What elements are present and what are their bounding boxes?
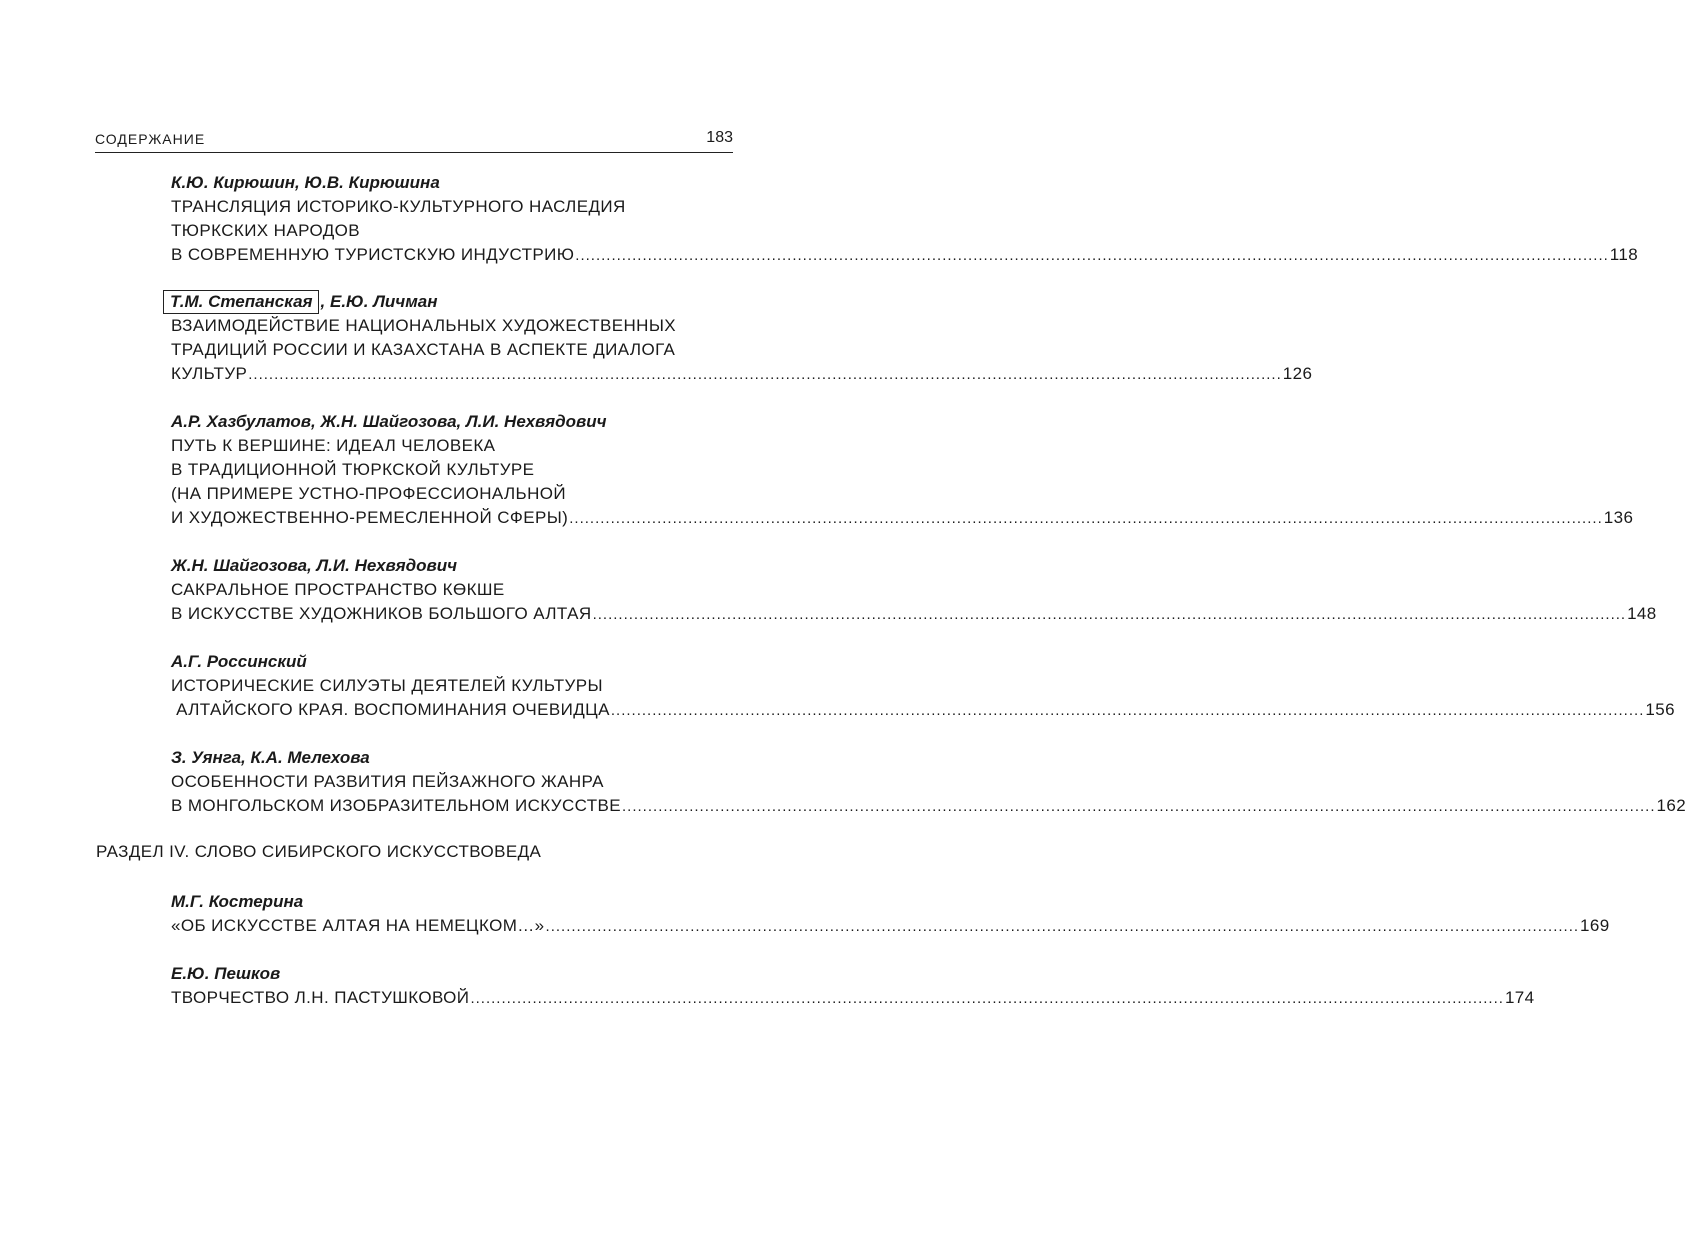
page-number: 183 [706, 129, 733, 146]
entry-page: 174 [1504, 988, 1535, 1007]
entry-page: 136 [1603, 508, 1634, 527]
entry-authors: Ж.Н. Шайгозова, Л.И. Нехвядович [171, 556, 458, 575]
entry-title-last-line [171, 986, 1535, 1010]
header-title: СОДЕРЖАНИЕ [95, 131, 206, 147]
entry-title-text: И ХУДОЖЕСТВЕННО-РЕМЕСЛЕННОЙ СФЕРЫ) [171, 508, 569, 527]
leader-dots: ........................................................................................................................................................................................................ [470, 990, 1504, 1007]
entry-page: 169 [1580, 916, 1610, 935]
entry-authors: М.Г. Костерина [171, 892, 304, 911]
entry-title-text: АЛТАЙСКОГО КРАЯ. ВОСПОМИНАНИЯ ОЧЕВИДЦА [171, 700, 610, 719]
entry-title-last-line [171, 602, 1657, 626]
toc-entry [171, 650, 1675, 722]
toc-entry [171, 890, 1610, 938]
toc-entry [171, 171, 1639, 267]
entry-title-line: САКРАЛЬНОЕ ПРОСТРАНСТВО КӨКШЕ [171, 580, 505, 599]
toc-entry [171, 410, 1634, 530]
toc-entry [171, 962, 1535, 1010]
entry-authors: А.Р. Хазбулатов, Ж.Н. Шайгозова, Л.И. Нехвядович [171, 412, 607, 431]
leader-dots: ........................................................................................................................................................................................................ [610, 702, 1645, 719]
section-heading: РАЗДЕЛ IV. СЛОВО СИБИРСКОГО ИСКУССТВОВЕДА [96, 842, 542, 861]
leader-dots: ........................................................................................................................................................................................................ [248, 366, 1282, 383]
leader-dots: ........................................................................................................................................................................................................ [545, 918, 1580, 935]
entry-page: 156 [1645, 700, 1675, 719]
entry-title-line: ТРАНСЛЯЦИЯ ИСТОРИКО-КУЛЬТУРНОГО НАСЛЕДИЯ [171, 197, 626, 216]
running-header [95, 128, 733, 153]
entry-title-text: ТВОРЧЕСТВО Л.Н. ПАСТУШКОВОЙ [171, 988, 470, 1007]
toc-entry [170, 290, 1313, 386]
entry-page: 126 [1282, 364, 1313, 383]
highlighted-author: Т.М. Степанская [163, 290, 319, 314]
entry-title-text: КУЛЬТУР [171, 364, 248, 383]
toc-entry [171, 746, 1686, 818]
entry-title-last-line [171, 362, 1313, 386]
entry-authors: К.Ю. Кирюшин, Ю.В. Кирюшина [171, 173, 440, 192]
entry-title-line: В ТРАДИЦИОННОЙ ТЮРКСКОЙ КУЛЬТУРЕ [171, 460, 535, 479]
entry-title-text: В ИСКУССТВЕ ХУДОЖНИКОВ БОЛЬШОГО АЛТАЯ [171, 604, 592, 623]
entry-authors-rest: , Е.Ю. Личман [320, 292, 438, 311]
leader-dots: ........................................................................................................................................................................................................ [575, 247, 1609, 264]
leader-dots: ........................................................................................................................................................................................................ [569, 510, 1603, 527]
entry-title-last-line [171, 914, 1610, 938]
entry-authors [171, 290, 731, 314]
entry-title-last-line [171, 506, 1634, 530]
entry-title-line: ВЗАИМОДЕЙСТВИЕ НАЦИОНАЛЬНЫХ ХУДОЖЕСТВЕННЫХ [171, 316, 677, 335]
entry-title-line: ТЮРКСКИХ НАРОДОВ [171, 221, 360, 240]
leader-dots: ........................................................................................................................................................................................................ [622, 798, 1656, 815]
entry-title-line: ПУТЬ К ВЕРШИНЕ: ИДЕАЛ ЧЕЛОВЕКА [171, 436, 496, 455]
entry-title-last-line [171, 698, 1675, 722]
entry-authors: З. Уянга, К.А. Мелехова [171, 748, 370, 767]
entry-title-last-line [171, 794, 1686, 818]
entry-title-line: ИСТОРИЧЕСКИЕ СИЛУЭТЫ ДЕЯТЕЛЕЙ КУЛЬТУРЫ [171, 676, 603, 695]
entry-authors: Е.Ю. Пешков [171, 964, 281, 983]
leader-dots: ........................................................................................................................................................................................................ [592, 606, 1627, 623]
entry-authors: А.Г. Россинский [171, 652, 307, 671]
entry-page: 162 [1656, 796, 1686, 815]
entry-page: 118 [1609, 245, 1639, 264]
entry-page: 148 [1627, 604, 1657, 623]
toc-entry [171, 554, 1657, 626]
entry-title-text: В МОНГОЛЬСКОМ ИЗОБРАЗИТЕЛЬНОМ ИСКУССТВЕ [171, 796, 622, 815]
entry-title-line: ОСОБЕННОСТИ РАЗВИТИЯ ПЕЙЗАЖНОГО ЖАНРА [171, 772, 604, 791]
entry-title-line: ТРАДИЦИЙ РОССИИ И КАЗАХСТАНА В АСПЕКТЕ ДИАЛОГА [171, 340, 676, 359]
entry-title-text: В СОВРЕМЕННУЮ ТУРИСТСКУЮ ИНДУСТРИЮ [171, 245, 575, 264]
entry-title-line: (НА ПРИМЕРЕ УСТНО-ПРОФЕССИОНАЛЬНОЙ [171, 484, 567, 503]
entry-title-last-line [171, 243, 1639, 267]
entry-title-text: «ОБ ИСКУССТВЕ АЛТАЯ НА НЕМЕЦКОМ…» [171, 916, 545, 935]
